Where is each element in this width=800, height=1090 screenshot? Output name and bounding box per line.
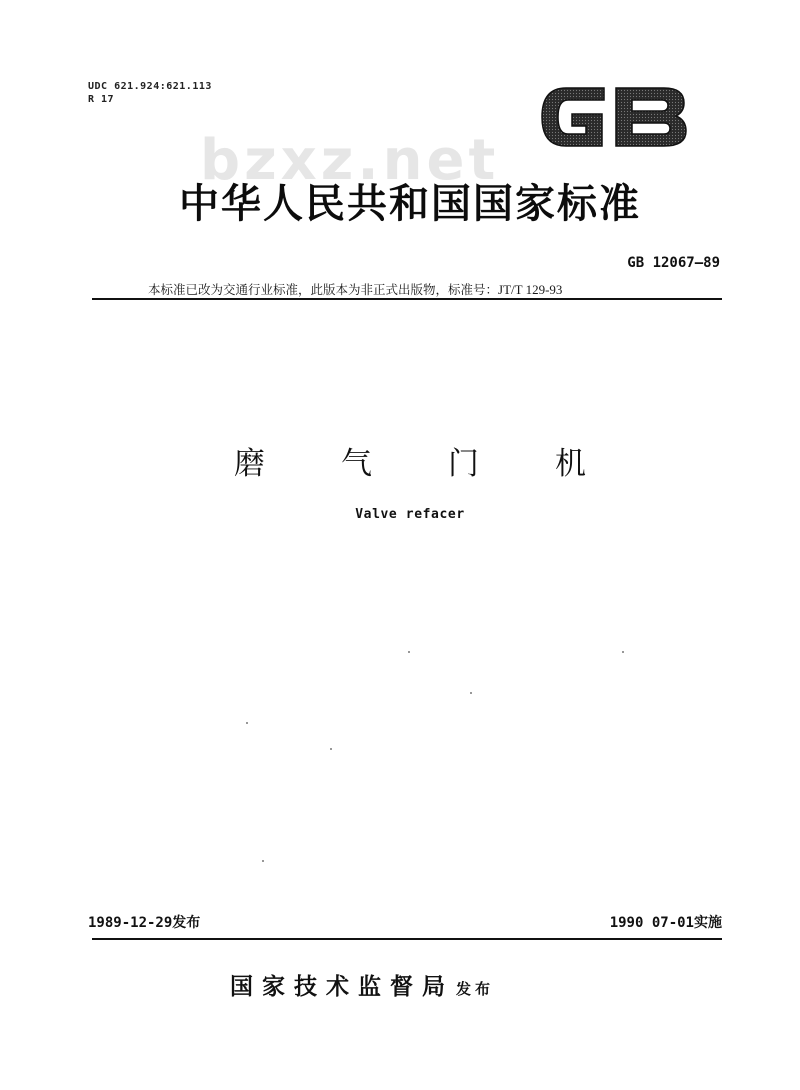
scan-speck [408,651,410,653]
publisher [230,968,494,1001]
category-code: R 17 [88,94,115,105]
main-title: 中华人民共和国国家标准 [179,181,641,227]
title-char: 磨 [234,446,265,482]
issue-date [88,912,200,932]
scan-speck [330,748,332,750]
footer-divider [92,938,722,940]
implementation-date [520,912,722,932]
implementation-date-value: 1990 07-01 [609,915,694,931]
gb-logo [536,80,690,154]
notice-text: 本标准已改为交通行业标准，此版本为非正式出版物，标准号： [148,282,499,297]
issue-date-value: 1989-12-29 [88,915,173,931]
title-char: 气 [341,446,372,482]
scan-speck [470,692,472,694]
issue-date-label: 发布 [172,915,201,931]
header-divider [92,298,722,300]
title-char: 机 [555,446,586,482]
publisher-name: 国家技术监督局 [230,974,454,1000]
document-title-en: Valve refacer [355,507,465,522]
scan-speck [262,860,264,862]
udc-classification [88,80,212,106]
reclassification-notice [148,280,562,298]
standard-number: GB 12067—89 [627,255,720,271]
industry-standard-code: JT/T 129-93 [498,282,563,297]
document-title-cn [90,438,730,483]
implementation-date-label: 实施 [694,915,722,931]
scan-speck [622,651,624,653]
watermark: bzxz.net [200,128,500,193]
scan-speck [246,722,248,724]
publisher-suffix: 发布 [456,980,495,998]
logo-letter-b [616,88,686,146]
logo-letter-g [542,88,604,146]
udc-code: UDC 621.924:621.113 [88,81,212,92]
title-char: 门 [448,446,479,482]
